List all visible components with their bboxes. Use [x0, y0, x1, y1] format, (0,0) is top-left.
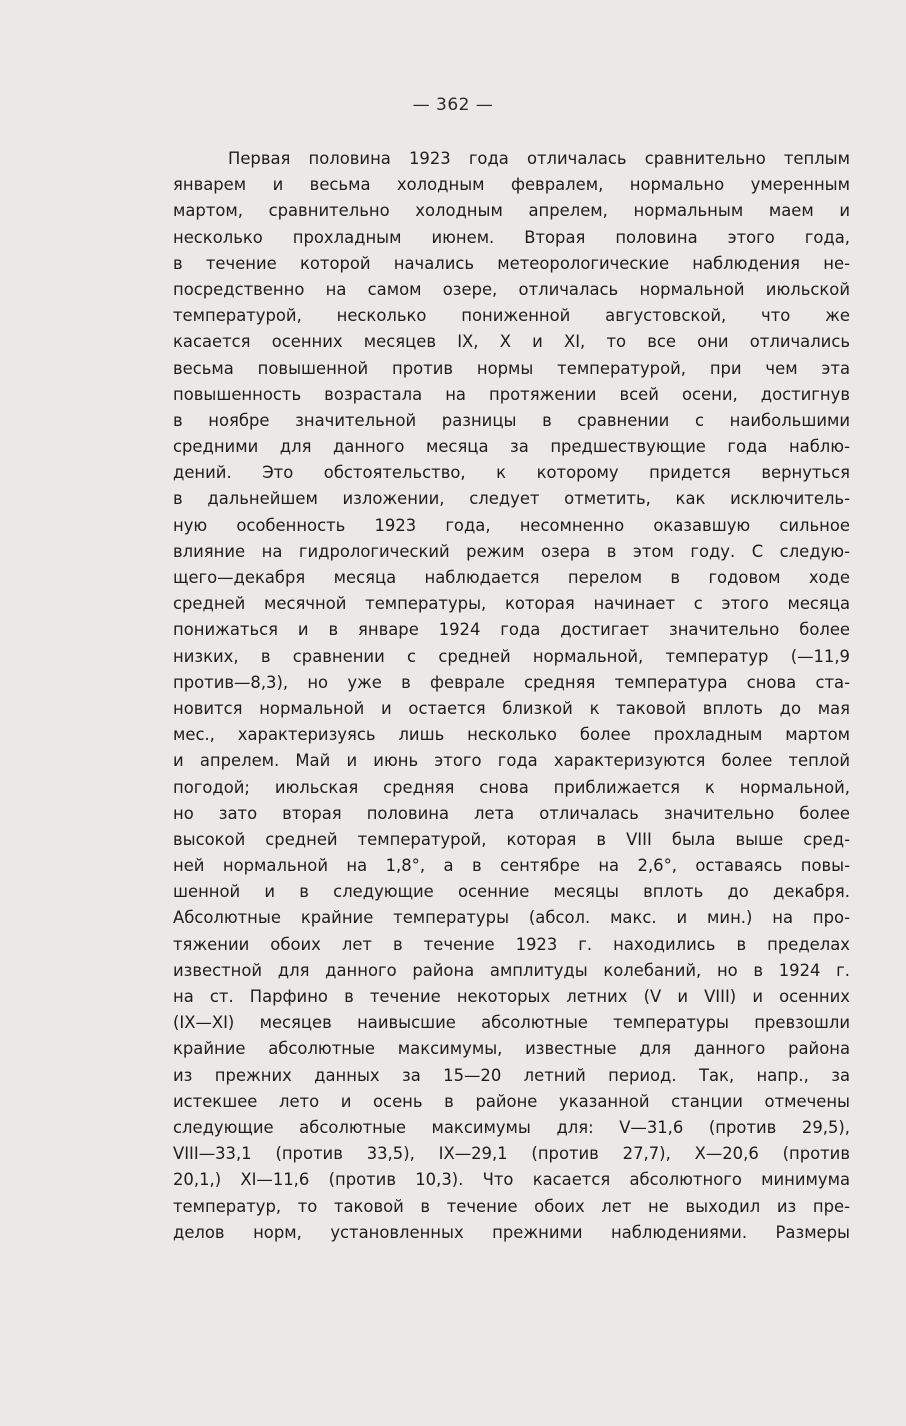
text-line: Абсолютные крайние температуры (абсол. макс. и мин.) на про- [173, 908, 850, 928]
text-line: ней нормальной на 1,8°, а в сентябре на 2,6°, оставаясь повы- [173, 856, 850, 876]
text-line: погодой; июльская средняя снова приближается к нормальной, [173, 777, 850, 797]
text-line: новится нормальной и остается близкой к таковой вплоть до мая [173, 698, 850, 718]
text-line: в течение которой начались метеорологические наблюдения не- [173, 253, 850, 273]
text-line: истекшее лето и осень в районе указанной станции отмечены [173, 1091, 850, 1111]
text-line: средними для данного месяца за предшествующие года наблю- [173, 437, 850, 457]
text-line: но зато вторая половина лета отличалась значительно более [173, 803, 850, 823]
text-line: посредственно на самом озере, отличалась нормальной июльской [173, 279, 850, 299]
text-line: дений. Это обстоятельство, к которому придется вернуться [173, 463, 850, 483]
text-line: средней месячной температуры, которая начинает с этого месяца [173, 594, 850, 614]
text-line: известной для данного района амплитуды колебаний, но в 1924 г. [173, 960, 850, 980]
text-line: тяжении обоих лет в течение 1923 г. находились в пределах [173, 934, 850, 954]
text-line: высокой средней температурой, которая в VIII была выше сред- [173, 829, 850, 849]
text-line: низких, в сравнении с средней нормальной, температур (—11,9 [173, 646, 850, 666]
text-line: ную особенность 1923 года, несомненно оказавшую сильное [173, 515, 850, 535]
text-line: весьма повышенной против нормы температурой, при чем эта [173, 358, 850, 378]
text-line: мес., характеризуясь лишь несколько более прохладным мартом [173, 725, 850, 745]
text-line: касается осенних месяцев IX, X и XI, то все они отличались [173, 332, 850, 352]
text-line: в ноябре значительной разницы в сравнении с наибольшими [173, 410, 850, 430]
text-line: (IX—XI) месяцев наивысшие абсолютные температуры превзошли [173, 1013, 850, 1033]
text-line: температурой, несколько пониженной августовской, что же [173, 306, 850, 326]
text-line: температур, то таковой в течение обоих лет не выходил из пре- [173, 1196, 850, 1216]
text-line: и апрелем. Май и июнь этого года характеризуются более теплой [173, 751, 850, 771]
text-line: Первая половина 1923 года отличалась сравнительно теплым [228, 149, 850, 168]
text-line: несколько прохладным июнем. Вторая половина этого года, [173, 227, 850, 247]
text-line: крайние абсолютные максимумы, известные для данного района [173, 1039, 850, 1059]
text-line: шенной и в следующие осенние месяцы вплоть до декабря. [173, 882, 850, 902]
page-number: — 362 — [412, 95, 494, 115]
text-line: в дальнейшем изложении, следует отметить, как исключитель- [173, 489, 850, 509]
text-line: на ст. Парфино в течение некоторых летних (V и VIII) и осенних [173, 987, 850, 1006]
text-line: из прежних данных за 15—20 летний период. Так, напр., за [173, 1065, 850, 1085]
text-line: делов норм, установленных прежними наблюдениями. Размеры [173, 1222, 850, 1242]
body-text [173, 146, 850, 1246]
text-line: влияние на гидрологический режим озера в этом году. С следую- [173, 541, 850, 561]
text-line: VIII—33,1 (против 33,5), IX—29,1 (против 27,7), X—20,6 (против [173, 1144, 850, 1164]
text-line: 20,1,) XI—11,6 (против 10,3). Что касается абсолютного минимума [173, 1170, 850, 1190]
text-line: щего—декабря месяца наблюдается перелом в годовом ходе [173, 568, 850, 587]
text-line: повышенность возрастала на протяжении всей осени, достигнув [173, 384, 850, 404]
text-line: против—8,3), но уже в феврале средняя температура снова ста- [173, 672, 850, 692]
text-line: понижаться и в январе 1924 года достигает значительно более [173, 620, 850, 640]
text-line: следующие абсолютные максимумы для: V—31,6 (против 29,5), [173, 1117, 850, 1137]
text-line: январем и весьма холодным февралем, нормально умеренным [173, 175, 850, 195]
text-line: мартом, сравнительно холодным апрелем, нормальным маем и [173, 201, 850, 221]
